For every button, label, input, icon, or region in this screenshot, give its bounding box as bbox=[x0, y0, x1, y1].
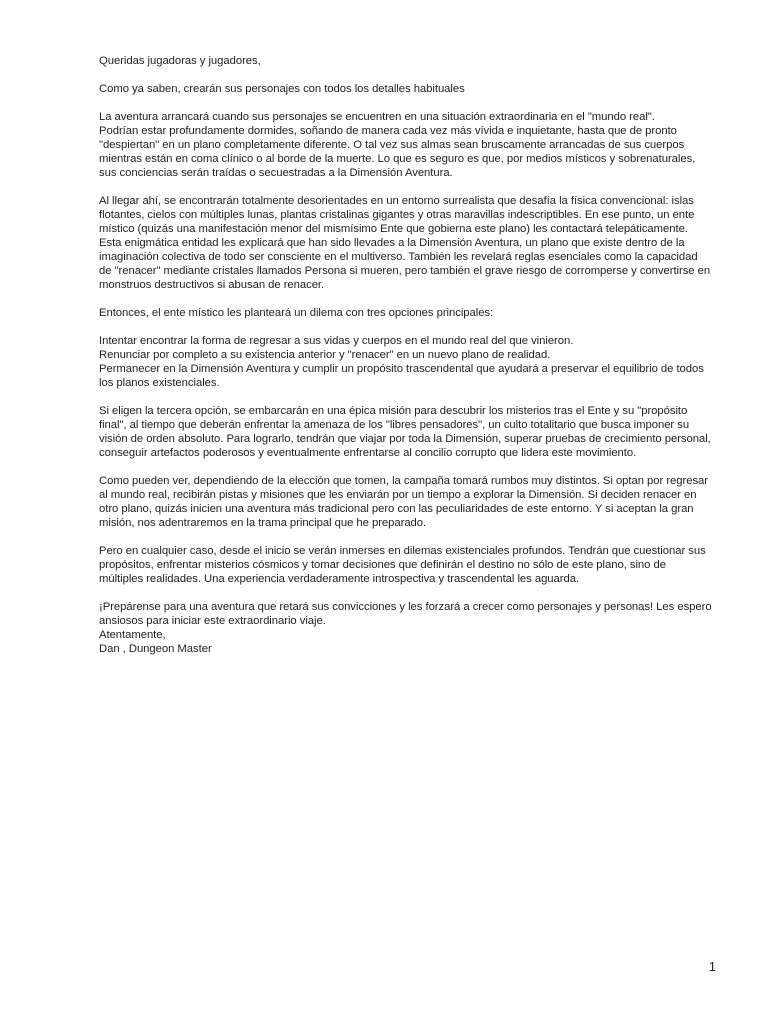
closing-line: ansiosos para iniciar este extraordinario viaje. bbox=[99, 615, 326, 627]
existential-paragraph bbox=[99, 544, 717, 586]
options-list bbox=[99, 334, 717, 390]
paragraph-line: Entonces, el ente místico les planteará un dilema con tres opciones principales: bbox=[99, 307, 494, 319]
third-option-paragraph bbox=[99, 404, 717, 460]
closing-line: ¡Prepárense para una aventura que retará sus convicciones y les forzará a crecer como personajes y personas! Les espero bbox=[99, 601, 712, 613]
dilemma-paragraph bbox=[99, 306, 717, 320]
greeting bbox=[99, 54, 717, 68]
intro-line: Como ya saben, crearán sus personajes con todos los detalles habituales bbox=[99, 83, 465, 95]
paragraph-line: conseguir artefactos poderosos y eventualmente enfrentarse al concilio corrupto que lidera este movimiento. bbox=[99, 447, 637, 459]
option-line: Permanecer en la Dimensión Aventura y cumplir un propósito trascendental que ayudará a preservar el equilibrio de todos bbox=[99, 363, 704, 375]
intro-paragraph bbox=[99, 82, 717, 96]
paragraph-line: místico (quizás una manifestación menor del mismísimo Ente que gobierna este plano) les contactará telepáticamente. bbox=[99, 223, 688, 235]
closing-paragraph bbox=[99, 600, 717, 656]
paragraph-line: La aventura arrancará cuando sus personajes se encuentren en una situación extraordinaria en el "mundo real". bbox=[99, 111, 655, 123]
adventure-start-paragraph bbox=[99, 110, 717, 180]
paragraph-line: sus conciencias serán traídas o secuestradas a la Dimensión Aventura. bbox=[99, 167, 453, 179]
paragraph-line: propósitos, enfrentar misterios cósmicos y tomar decisiones que definirán el destino no sólo de este plano, sino de bbox=[99, 559, 666, 571]
paragraph-line: visión de orden absoluto. Para lograrlo, tendrán que viajar por toda la Dimensión, superar pruebas de crecimiento personal, bbox=[99, 433, 711, 445]
paragraph-line: de "renacer" mediante cristales llamados Persona si mueren, pero también el grave riesgo de corromperse y convertirse en bbox=[99, 265, 711, 277]
paragraph-line: múltiples realidades. Una experiencia verdaderamente introspectiva y trascendental les aguarda. bbox=[99, 573, 580, 585]
letter-body bbox=[99, 54, 717, 670]
arrival-paragraph bbox=[99, 194, 717, 292]
paragraph-line: mientras están en coma clínico o al borde de la muerte. Lo que es seguro es que, por medios místicos y sobrenaturales, bbox=[99, 153, 696, 165]
paragraph-line: Si eligen la tercera opción, se embarcarán en una épica misión para descubrir los misterios tras el Ente y su "propósito bbox=[99, 405, 688, 417]
option-line: Intentar encontrar la forma de regresar a sus vidas y cuerpos en el mundo real del que vinieron. bbox=[99, 335, 574, 347]
paragraph-line: misión, nos adentraremos en la trama principal que he preparado. bbox=[99, 517, 427, 529]
paragraph-line: Como pueden ver, dependiendo de la elección que tomen, la campaña tomará rumbos muy distintos. Si optan por regresar bbox=[99, 475, 708, 487]
paragraph-line: Pero en cualquier caso, desde el inicio se verán inmerses en dilemas existenciales profundos. Tendrán que cuestionar sus bbox=[99, 545, 706, 557]
page-number: 1 bbox=[708, 959, 716, 974]
paragraph-line: Podrían estar profundamente dormides, soñando de manera cada vez más vívida e inquietante, hasta que de pronto bbox=[99, 125, 677, 137]
greeting-line: Queridas jugadoras y jugadores, bbox=[99, 55, 261, 67]
paragraph-line: "despiertan" en un plano completamente diferente. O tal vez sus almas sean bruscamente arrancadas de sus cuerpos bbox=[99, 139, 685, 151]
sign-off: Atentamente, bbox=[99, 629, 166, 641]
paragraph-line: flotantes, cielos con múltiples lunas, plantas cristalinas gigantes y otras maravillas indescriptibles. En ese punto, un ente bbox=[99, 209, 695, 221]
paragraph-line: final", al tiempo que deberán enfrentar la amenaza de los "libres pensadores", un culto totalitario que busca imponer su bbox=[99, 419, 690, 431]
paragraph-line: Esta enigmática entidad les explicará que han sido llevades a la Dimensión Aventura, un plano que existe dentro de la bbox=[99, 237, 685, 249]
paragraph-line: imaginación colectiva de todo ser consciente en el multiverso. También les revelará reglas esenciales como la capacidad bbox=[99, 251, 698, 263]
option-line: Renunciar por completo a su existencia anterior y "renacer" en un nuevo plano de realidad. bbox=[99, 349, 551, 361]
paragraph-line: Al llegar ahí, se encontrarán totalmente desorientades en un entorno surrealista que desafía la física convencional: islas bbox=[99, 195, 694, 207]
paragraph-line: al mundo real, recibirán pistas y misiones que les enviarán por un tiempo a explorar la Dimensión. Si deciden renacer en bbox=[99, 489, 697, 501]
option-line: los planos existenciales. bbox=[99, 377, 220, 389]
signature: Dan , Dungeon Master bbox=[99, 643, 212, 655]
paragraph-line: otro plano, quizás inicien una aventura más tradicional pero con las peculiaridades de este entorno. Y si aceptan la gran bbox=[99, 503, 694, 515]
campaign-paths-paragraph bbox=[99, 474, 717, 530]
paragraph-line: monstruos destructivos si abusan de renacer. bbox=[99, 279, 325, 291]
